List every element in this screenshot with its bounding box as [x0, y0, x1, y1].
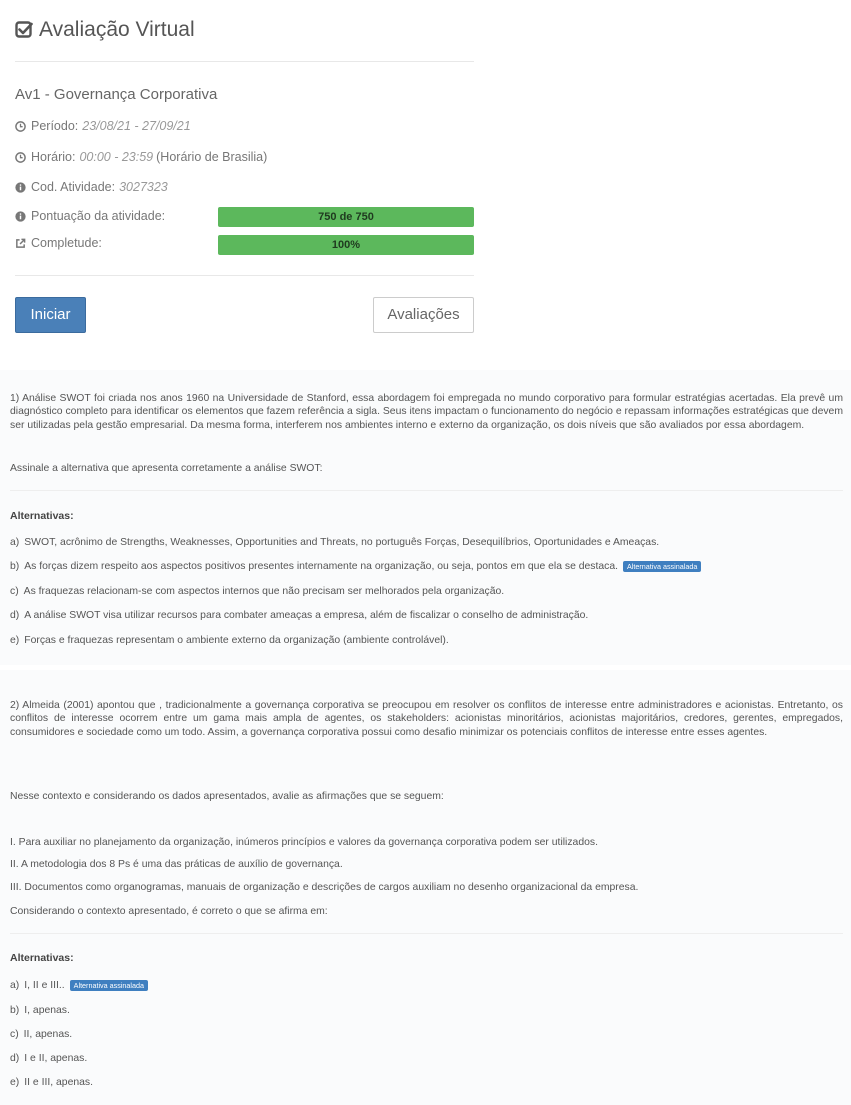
alternative-b[interactable]: [10, 1005, 70, 1016]
page-title-text: Avaliação Virtual: [39, 18, 195, 41]
alternative-letter: a): [10, 980, 20, 991]
question-statement: 2) Almeida (2001) apontou que , tradicionalmente a governança corporativa se preocupou em resolver os conflitos de interesse entre administradores e acionistas. Entretanto, os conflitos de interesse ocorrem entre um gama mais ampla de agentes, os stakeholders: acionistas minoritários, acionistas majoritários, credores, gerentes, empregados, consumidores e sociedade como um todo. Assim, a governança corporativa possui como desafio minimizar os potenciais conflitos de interesse entre esses agentes.: [10, 700, 843, 738]
statement-ii: II. A metodologia dos 8 Ps é uma das práticas de auxílio de governança.: [10, 859, 343, 870]
alternative-letter: a): [10, 537, 20, 548]
question-statement: 1) Análise SWOT foi criada nos anos 1960 na Universidade de Stanford, essa abordagem foi empregada no mundo corporativo para formular estratégias acertadas. Ela prevê um diagnóstico completo para identificar os elementos que fazem referência a sigla. Seus itens impactam o funcionamento do negócio e repassam informações estratégicas que devem ser utilizadas pela gestão empresarial. Da mesma forma, interferem nos ambientes interno e externo da organização, os dois níveis que são avaliados por essa abordagem.: [10, 393, 843, 431]
code-value: 3027323: [119, 180, 168, 194]
start-button[interactable]: Iniciar: [15, 297, 86, 333]
clock-icon: [15, 152, 26, 163]
score-progress-bar: 750 de 750: [218, 207, 474, 227]
alternative-letter: d): [10, 1053, 20, 1064]
checkbox-icon: [15, 21, 33, 39]
alternative-e[interactable]: [10, 1077, 93, 1088]
statement-iii: III. Documentos como organogramas, manuais de organização e descrições de cargos auxiliam no desenho organizacional da empresa.: [10, 882, 639, 893]
code-label: Cod. Atividade:: [31, 180, 116, 194]
divider: [15, 61, 474, 62]
alternative-letter: b): [10, 1005, 20, 1016]
statement-i: I. Para auxiliar no planejamento da organização, inúmeros princípios e valores da governança corporativa podem ser utilizados.: [10, 837, 598, 848]
alternative-letter: d): [10, 610, 20, 621]
alternative-text: Forças e fraquezas representam o ambiente externo da organização (ambiente controlável).: [24, 635, 449, 646]
time-row: [15, 150, 267, 164]
page-title: [15, 18, 195, 42]
alternative-a[interactable]: [10, 537, 659, 548]
question-1: [10, 392, 843, 646]
alternative-text: A análise SWOT visa utilizar recursos para combater ameaças a empresa, além de fiscalizar o conselho de administração.: [24, 610, 589, 621]
time-value: 00:00 - 23:59: [79, 150, 154, 164]
evaluations-button[interactable]: Avaliações: [373, 297, 474, 333]
time-note: (Horário de Brasilia): [156, 150, 268, 164]
alternatives-heading: Alternativas:: [10, 952, 74, 964]
alternative-text: I e II, apenas.: [24, 1053, 88, 1064]
info-icon: [15, 211, 26, 222]
activity-name: Av1 - Governança Corporativa: [15, 86, 218, 103]
info-icon: [15, 182, 26, 193]
selected-badge: Alternativa assinalada: [623, 561, 701, 572]
external-link-icon: [15, 238, 26, 249]
divider: [10, 490, 843, 491]
alternative-letter: e): [10, 635, 20, 646]
period-value: 23/08/21 - 27/09/21: [82, 119, 191, 133]
alternative-d[interactable]: [10, 1053, 87, 1064]
alternative-e[interactable]: [10, 635, 449, 646]
period-row: [15, 119, 191, 133]
completeness-row: [15, 236, 102, 250]
clock-icon: [15, 121, 26, 132]
question-2: [10, 699, 843, 1088]
alternative-a[interactable]: [10, 980, 148, 991]
completeness-label: Completude:: [31, 236, 102, 250]
alternative-letter: b): [10, 561, 20, 572]
completeness-progress-bar: 100%: [218, 235, 474, 255]
divider: [10, 933, 843, 934]
alternative-text: II e III, apenas.: [24, 1077, 93, 1088]
alternative-text: II, apenas.: [23, 1029, 73, 1040]
alternative-letter: c): [10, 586, 19, 597]
alternative-d[interactable]: [10, 610, 588, 621]
period-label: Período:: [31, 119, 79, 133]
alternative-text: As fraquezas relacionam-se com aspectos internos que não precisam ser melhorados pela organização.: [23, 586, 505, 597]
divider: [15, 275, 474, 276]
question-prompt: Considerando o contexto apresentado, é correto o que se afirma em:: [10, 906, 328, 917]
alternative-letter: c): [10, 1029, 19, 1040]
alternatives-heading: Alternativas:: [10, 510, 74, 522]
alternative-c[interactable]: [10, 586, 504, 597]
selected-badge: Alternativa assinalada: [70, 980, 148, 991]
alternative-b[interactable]: [10, 561, 701, 572]
alternative-text: I, II e III..: [24, 980, 65, 991]
question-prompt: Assinale a alternativa que apresenta corretamente a análise SWOT:: [10, 463, 323, 474]
code-row: [15, 180, 168, 194]
time-label: Horário:: [31, 150, 76, 164]
score-row: [15, 209, 165, 223]
alternative-text: As forças dizem respeito aos aspectos positivos presentes internamente na organização, ou seja, pontos em que ela se destaca.: [24, 561, 619, 572]
alternative-letter: e): [10, 1077, 20, 1088]
score-label: Pontuação da atividade:: [31, 209, 166, 223]
alternative-text: I, apenas.: [24, 1005, 70, 1016]
question-context: Nesse contexto e considerando os dados apresentados, avalie as afirmações que se seguem:: [10, 791, 444, 802]
alternative-text: SWOT, acrônimo de Strengths, Weaknesses, Opportunities and Threats, no português Forças, Desequilíbrios, Oportunidades e Ameaças.: [24, 537, 660, 548]
alternative-c[interactable]: [10, 1029, 72, 1040]
